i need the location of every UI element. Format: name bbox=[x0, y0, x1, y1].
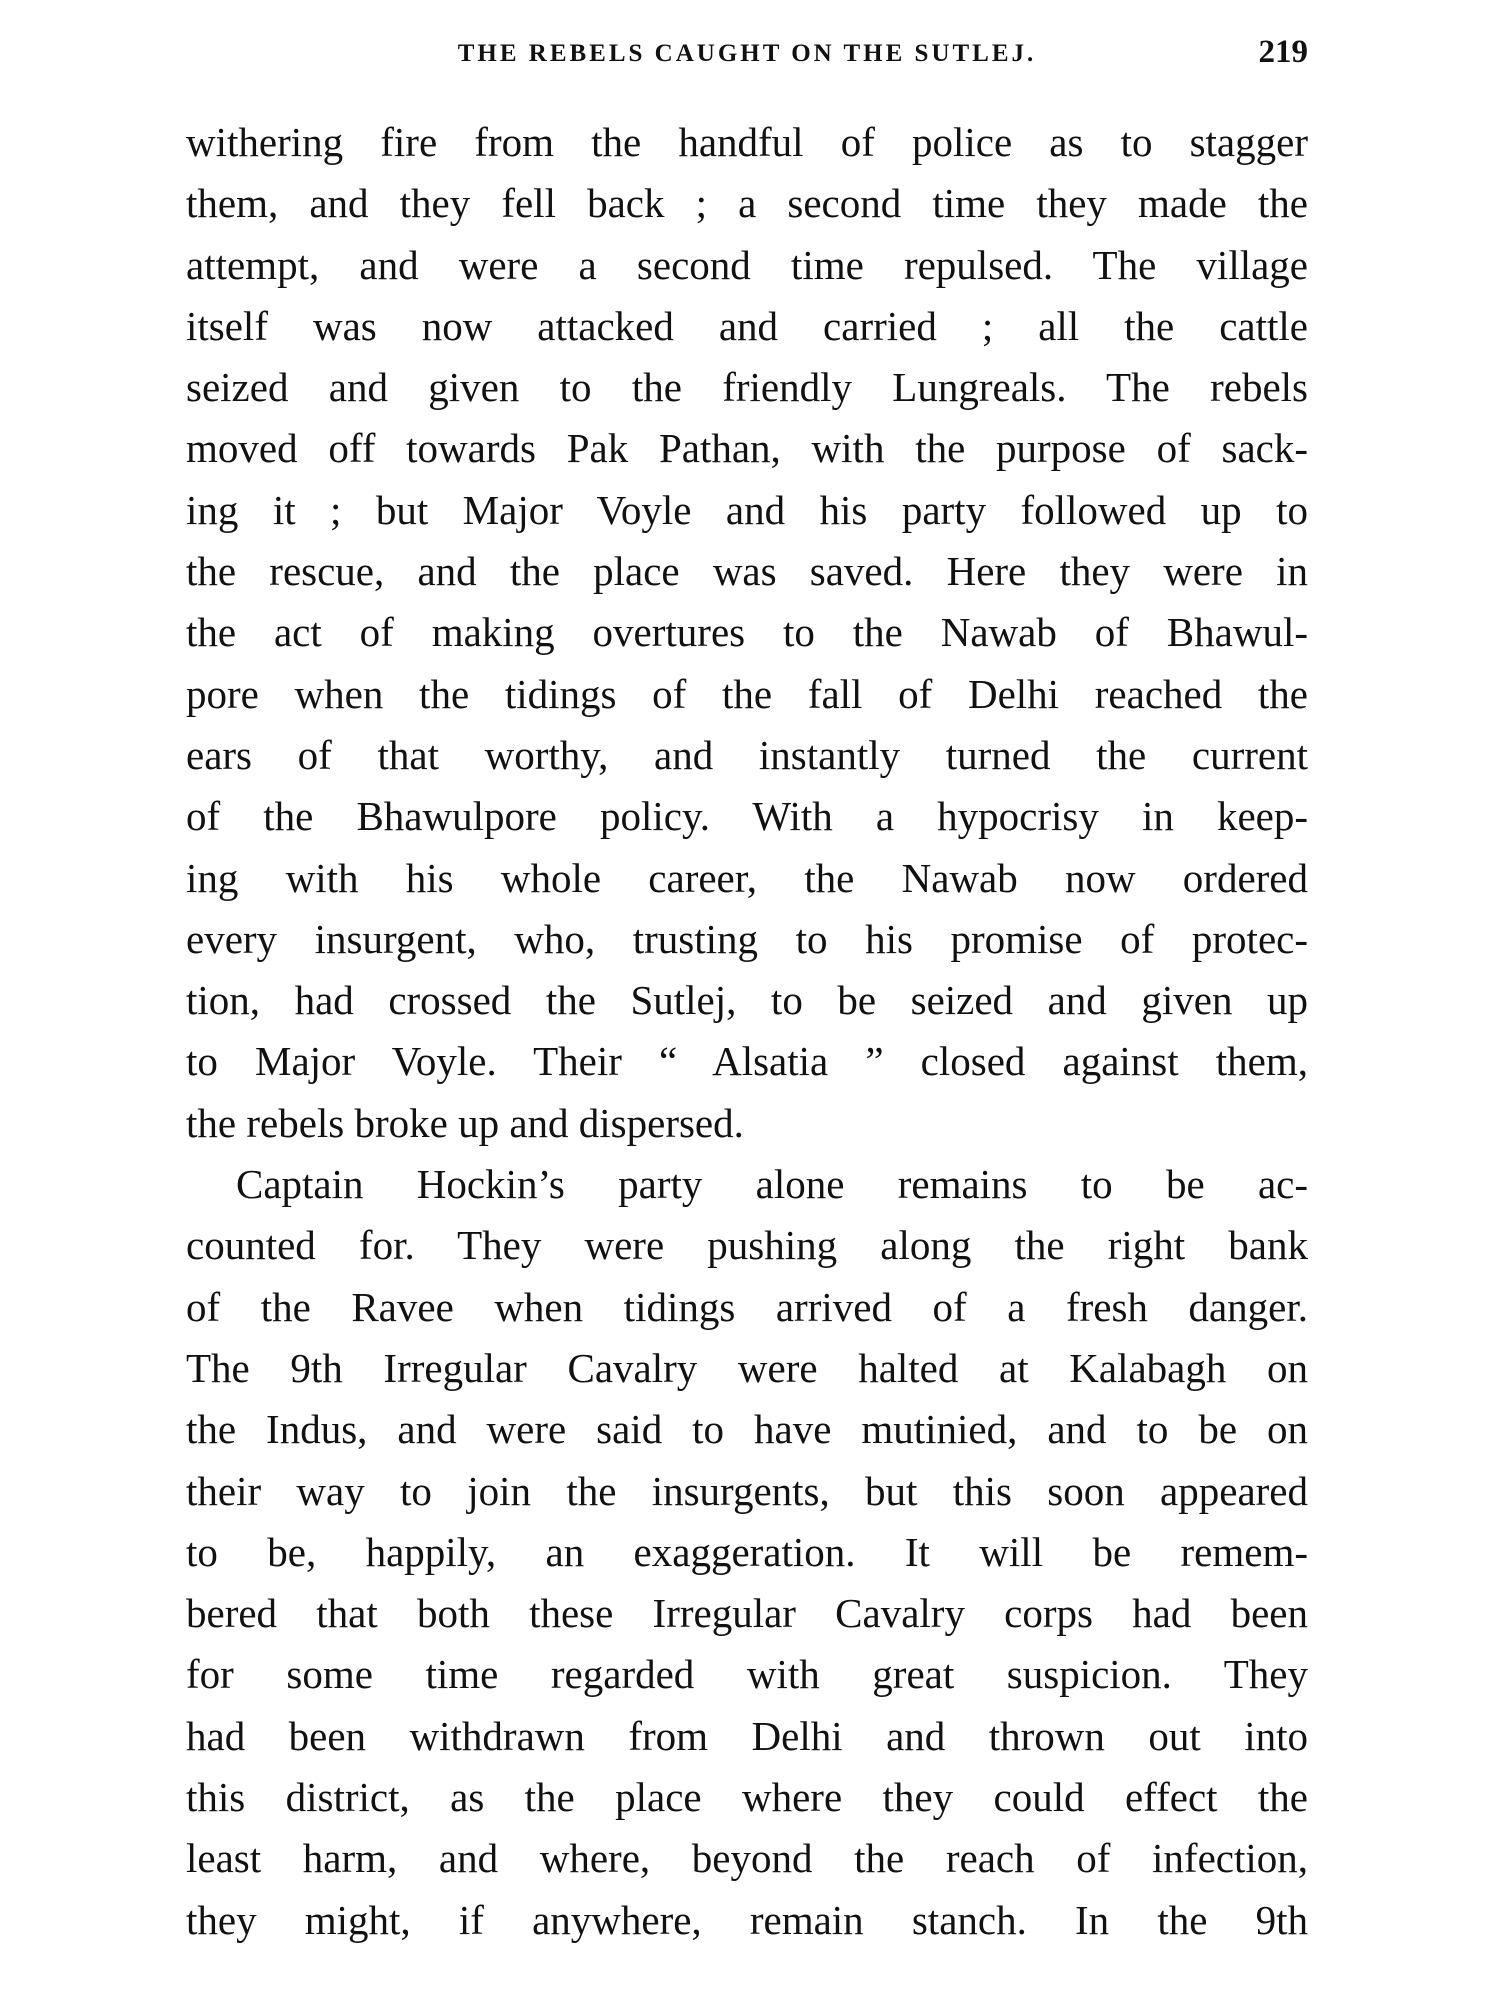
paragraph-1 bbox=[186, 112, 1308, 1154]
text-line: them, and they fell back ; a second time they made the bbox=[186, 180, 1308, 227]
text-line: the act of making overtures to the Nawab of Bhawul- bbox=[186, 609, 1308, 656]
page-number: 219 bbox=[1258, 34, 1308, 70]
text-line: Captain Hockin’s party alone remains to be ac- bbox=[236, 1161, 1308, 1208]
text-line: the Indus, and were said to have mutinied, and to be on bbox=[186, 1406, 1308, 1453]
text-line: of the Ravee when tidings arrived of a fresh danger. bbox=[186, 1283, 1308, 1330]
text-line: least harm, and where, beyond the reach of infection, bbox=[186, 1835, 1308, 1882]
text-line: the rebels broke up and dispersed. bbox=[186, 1099, 744, 1146]
text-line: ing it ; but Major Voyle and his party followed up to bbox=[186, 486, 1308, 533]
text-line: to be, happily, an exaggeration. It will be remem- bbox=[186, 1528, 1308, 1575]
text-line: had been withdrawn from Delhi and thrown out into bbox=[186, 1712, 1308, 1759]
text-line: the rescue, and the place was saved. Here they were in bbox=[186, 548, 1308, 595]
text-line: tion, had crossed the Sutlej, to be seized and given up bbox=[186, 977, 1308, 1024]
text-line: they might, if anywhere, remain stanch. In the 9th bbox=[186, 1896, 1308, 1943]
text-line: ing with his whole career, the Nawab now ordered bbox=[186, 854, 1308, 901]
running-title: THE REBELS CAUGHT ON THE SUTLEJ. bbox=[457, 40, 1037, 67]
text-line: bered that both these Irregular Cavalry corps had been bbox=[186, 1590, 1308, 1637]
body-text bbox=[186, 112, 1308, 1951]
text-line: every insurgent, who, trusting to his promise of protec- bbox=[186, 915, 1308, 962]
paragraph-2 bbox=[186, 1154, 1308, 1951]
text-line: attempt, and were a second time repulsed. The village bbox=[186, 241, 1308, 288]
text-line: to Major Voyle. Their “ Alsatia ” closed against them, bbox=[186, 1038, 1308, 1085]
text-line: counted for. They were pushing along the right bank bbox=[186, 1222, 1308, 1269]
text-line: The 9th Irregular Cavalry were halted at Kalabagh on bbox=[186, 1344, 1308, 1391]
text-line: their way to join the insurgents, but this soon appeared bbox=[186, 1467, 1308, 1514]
running-head bbox=[186, 30, 1308, 76]
text-line: itself was now attacked and carried ; all the cattle bbox=[186, 302, 1308, 349]
text-line: ears of that worthy, and instantly turned the current bbox=[186, 731, 1308, 778]
text-line: for some time regarded with great suspicion. They bbox=[186, 1651, 1308, 1698]
text-line: seized and given to the friendly Lungreals. The rebels bbox=[186, 364, 1308, 411]
text-line: pore when the tidings of the fall of Delhi reached the bbox=[186, 670, 1308, 717]
text-line: moved off towards Pak Pathan, with the purpose of sack- bbox=[186, 425, 1308, 472]
text-line: withering fire from the handful of police as to stagger bbox=[186, 119, 1308, 165]
text-line: this district, as the place where they could effect the bbox=[186, 1774, 1308, 1821]
text-line: of the Bhawulpore policy. With a hypocrisy in keep- bbox=[186, 793, 1308, 840]
